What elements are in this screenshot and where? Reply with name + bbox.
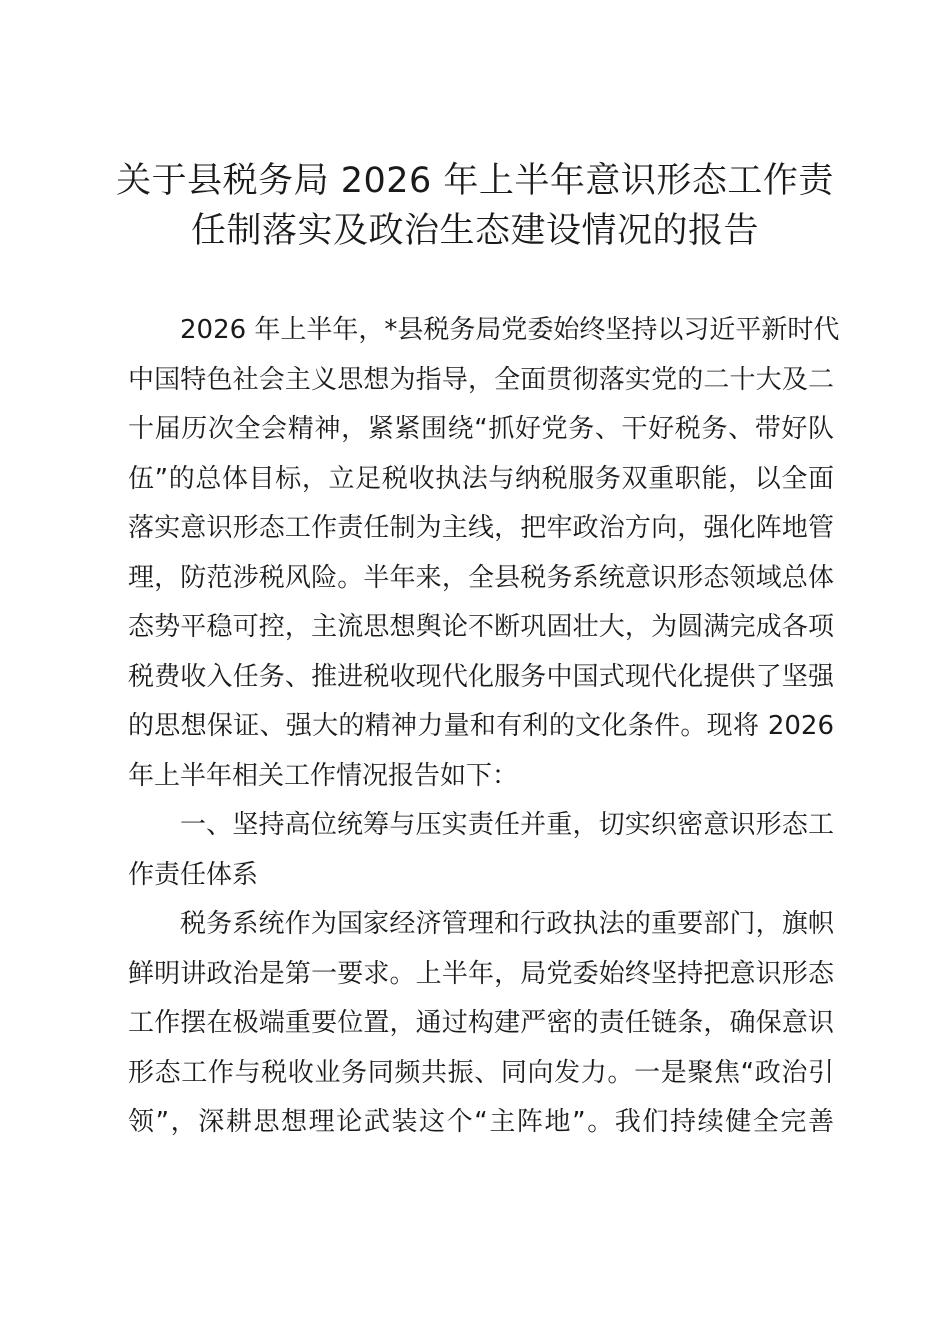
paragraph-intro: [128, 306, 840, 801]
text-line: 的思想保证、强大的精神力量和有利的文化条件。现将 2026: [128, 711, 834, 741]
text-line: 工作摆在极端重要位置，通过构建严密的责任链条，确保意识: [128, 1008, 834, 1038]
document-body: [128, 306, 840, 1148]
text-line: 态势平稳可控，主流思想舆论不断巩固壮大，为圆满完成各项: [128, 612, 834, 642]
text-line: 年上半年相关工作情况报告如下：: [128, 760, 519, 791]
text-line: 领”，深耕思想理论武装这个“主阵地”。我们持续健全完善: [128, 1107, 834, 1137]
text-line: 中国特色社会主义思想为指导，全面贯彻落实党的二十大及二: [128, 364, 834, 395]
text-line: 十届历次全会精神，紧紧围绕“抓好党务、干好税务、带好队: [128, 414, 834, 444]
text-line: 落实意识形态工作责任制为主线，把牢政治方向，强化阵地管: [128, 513, 834, 543]
text-line: 理，防范涉税风险。半年来，全县税务系统意识形态领域总体: [128, 562, 834, 593]
text-line: 2026 年上半年，*县税务局党委始终坚持以习近平新时代: [180, 315, 840, 345]
heading-line: 作责任体系: [128, 859, 259, 890]
text-line: 税费收入任务、推进税收现代化服务中国式现代化提供了坚强: [128, 661, 834, 692]
title-line: 任制落实及政治生态建设情况的报告: [190, 211, 759, 251]
document-title: [110, 156, 840, 256]
paragraph-section-1: [128, 900, 834, 1148]
text-line: 形态工作与税收业务同频共振、同向发力。一是聚焦“政治引: [128, 1057, 834, 1088]
text-line: 伍”的总体目标，立足税收执法与纳税服务双重职能，以全面: [128, 463, 834, 494]
heading-line: 一、坚持高位统筹与压实责任并重，切实织密意识形态工: [180, 810, 834, 840]
section-heading-1: [128, 801, 834, 900]
text-line: 税务系统作为国家经济管理和行政执法的重要部门，旗帜: [180, 909, 834, 939]
title-line: 关于县税务局 2026 年上半年意识形态工作责: [116, 161, 834, 201]
text-line: 鲜明讲政治是第一要求。上半年，局党委始终坚持把意识形态: [128, 958, 834, 989]
